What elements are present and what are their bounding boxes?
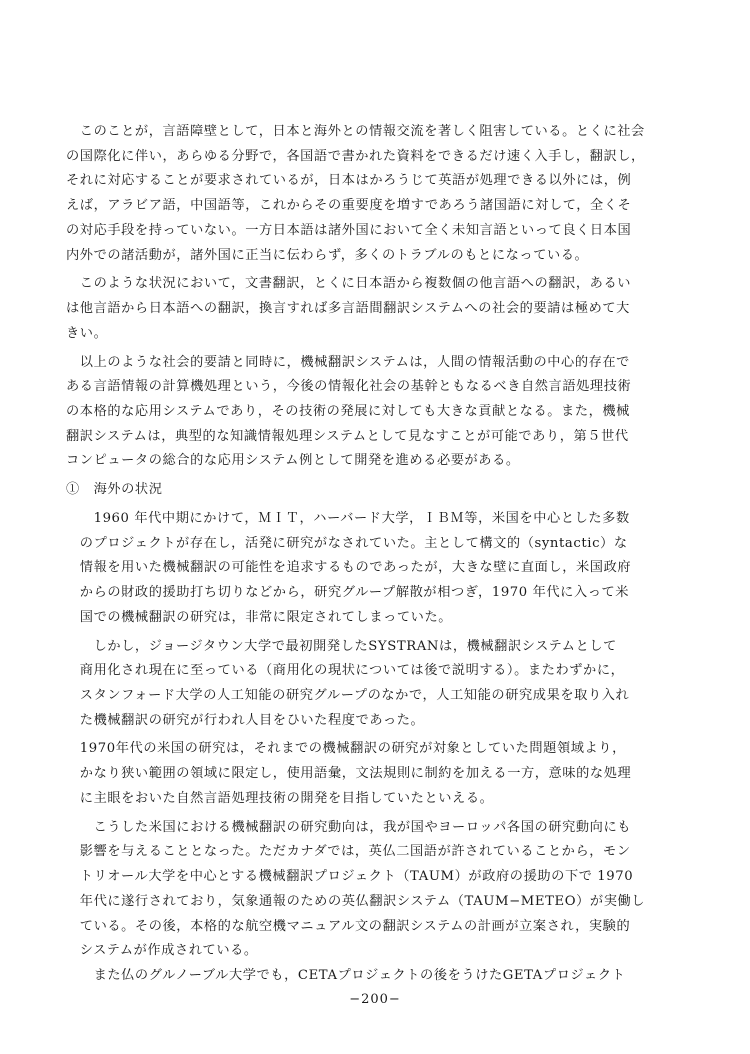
- text-line: また仏のグルノーブル大学でも，CETAプロジェクトの後をうけたGETAプロジェクト: [66, 968, 626, 983]
- text-line: 内外での諸活動が，諸外国に正当に伝わらず，多くのトラブルのもとになっている。: [66, 248, 589, 263]
- text-line: コンピュータの総合的な応用システム例として開発を進める必要がある。: [66, 453, 520, 468]
- text-line: に主眼をおいた自然言語処理技術の開発を目指していたといえる。: [66, 791, 494, 806]
- text-line: の国際化に伴い，あらゆる分野で，各国語で書かれた資料をできるだけ速く入手し，翻訳し，: [66, 149, 645, 164]
- text-line: このような状況において，文書翻訳，とくに日本語から複数個の他言語への翻訳，あるい: [66, 276, 632, 291]
- text-line: の本格的な応用システムであり，その技術の発展に対しても大きな貢献となる。また，機械: [66, 404, 630, 419]
- text-line: 国での機械翻訳の研究は，非常に限定されてしまっていた。: [66, 610, 453, 625]
- text-line: このことが，言語障壁として，日本と海外との情報交流を著しく阻害している。とくに社会: [66, 124, 645, 139]
- text-line: スタンフォード大学の人工知能の研究グループのなかで，人工知能の研究成果を取り入れ: [66, 688, 630, 703]
- text-line: 商用化され現在に至っている（商用化の現状については後で説明する）。またわずかに，: [66, 663, 625, 678]
- section-heading: ① 海外の状況: [66, 482, 163, 497]
- text-line: 情報を用いた機械翻訳の可能性を追求するものであったが，大きな壁に直面し，米国政府: [66, 560, 632, 575]
- text-line: からの財政的援助打ち切りなどから，研究グループ解散が相つぎ，1970 年代に入って米: [66, 585, 630, 600]
- text-line: きい。: [66, 326, 108, 341]
- text-line: 以上のような社会的要請と同時に，機械翻訳システムは，人間の情報活動の中心的存在で: [66, 355, 630, 370]
- text-line: 1970年代の米国の研究は，それまでの機械翻訳の研究が対象としていた問題領域より，: [66, 741, 626, 756]
- text-line: 年代に遂行されており，気象通報のための英仏翻訳システム（TAUM−METEO）が実働し: [66, 894, 646, 909]
- text-line: しかし，ジョージタウン大学で最初開発したSYSTRANは，機械翻訳システムとして: [66, 639, 617, 654]
- text-line: えば，アラビア語，中国語等，これからその重要度を増すであろう諸国語に対して，全くそ: [66, 198, 632, 213]
- text-line: ている。その後，本格的な航空機マニュアル文の翻訳システムの計画が立案され，実験的: [66, 919, 631, 934]
- text-line: 1960 年代中期にかけて，ＭＩＴ，ハーバード大学，ＩＢＭ等，米国を中心とした多数: [66, 511, 630, 526]
- text-line: こうした米国における機械翻訳の研究動向は，我が国やヨーロッパ各国の研究動向にも: [66, 820, 632, 835]
- text-line: システムが作成されている。: [66, 943, 258, 958]
- text-line: かなり狭い範囲の領域に限定し，使用語彙，文法規則に制約を加える一方，意味的な処理: [66, 766, 632, 781]
- text-line: それに対応することが要求されているが，日本はかろうじて英語が処理できる以外には，例: [66, 173, 632, 188]
- text-line: た機械翻訳の研究が行われ人目をひいた程度であった。: [66, 713, 425, 728]
- text-line: 影響を与えることとなった。ただカナダでは，英仏二国語が許されていることから，モン: [66, 844, 631, 859]
- text-line: は他言語から日本語への翻訳，換言すれば多言語間翻訳システムへの社会的要請は極めて大: [66, 301, 630, 316]
- text-line: のプロジェクトが存在し，活発に研究がなされていた。主として構文的（syntactic）な: [66, 536, 628, 551]
- text-line: ある言語情報の計算機処理という，今後の情報化社会の基幹ともなるべき自然言語処理技術: [66, 379, 632, 394]
- text-line: の対応手段を持っていない。一方日本語は諸外国において全く未知言語といって良く日本国: [66, 223, 632, 238]
- text-line: トリオール大学を中心とする機械翻訳プロジェクト（TAUM）が政府の援助の下で 1970: [66, 869, 634, 884]
- page-number: −200−: [349, 992, 401, 1007]
- text-line: 翻訳システムは，典型的な知識情報処理システムとして見なすことが可能であり，第５世代: [66, 429, 629, 444]
